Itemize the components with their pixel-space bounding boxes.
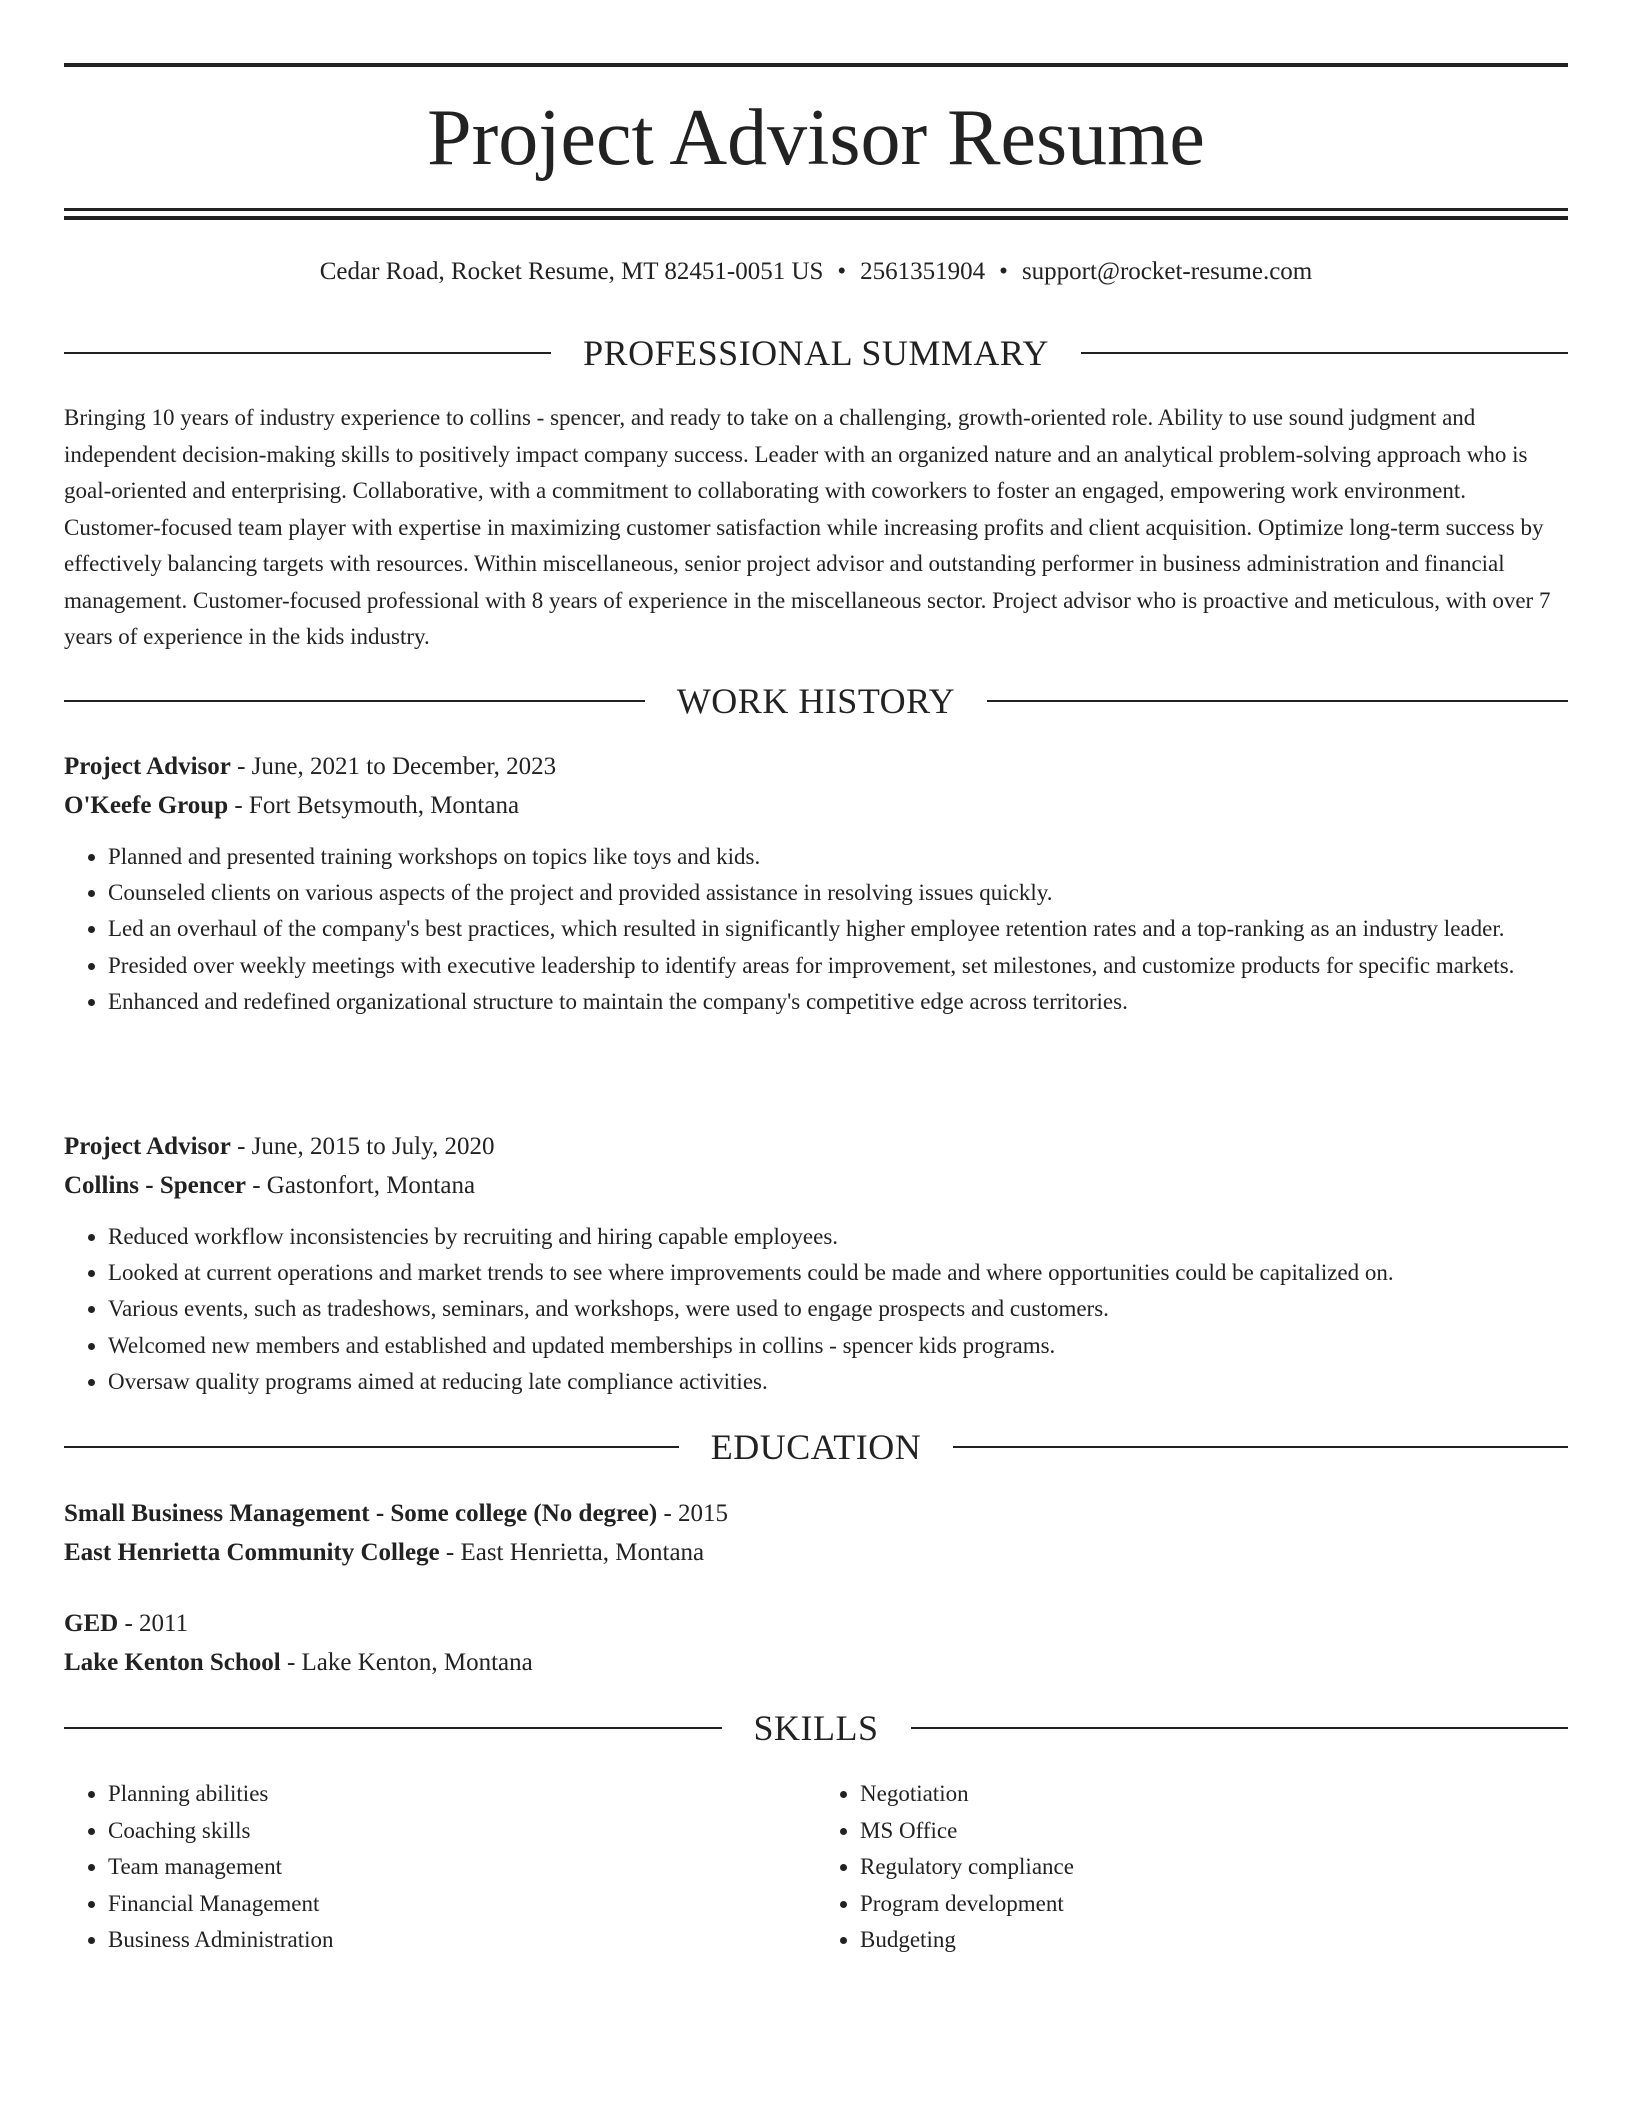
section-heading-education	[64, 1425, 1568, 1469]
section-title: SKILLS	[753, 1708, 879, 1748]
section-title: EDUCATION	[710, 1427, 922, 1467]
list-item: • Looked at current operations and market trends to see where improvements could be made and where opportunities could be capitalized on.	[108, 1255, 1568, 1291]
education-location: - East Henrietta, Montana	[439, 1539, 705, 1566]
section-heading-skills	[64, 1706, 1568, 1750]
top-rule	[64, 63, 1568, 67]
job-title-line	[64, 1127, 1568, 1166]
education-school: Lake Kenton School	[64, 1649, 281, 1676]
job-title: Project Advisor	[64, 1133, 231, 1160]
title-double-rule	[64, 208, 1568, 220]
education-degree-line	[64, 1604, 1568, 1643]
list-item: • Welcomed new members and established and updated memberships in collins - spencer kids programs.	[108, 1328, 1568, 1364]
education-location: - Lake Kenton, Montana	[280, 1649, 533, 1676]
contact-separator: •	[837, 258, 847, 285]
heading-rule	[911, 1727, 1569, 1729]
education-school-line	[64, 1643, 1568, 1682]
education-school: East Henrietta Community College	[64, 1539, 440, 1566]
job-company: O'Keefe Group	[64, 792, 229, 819]
job-dates: - June, 2015 to July, 2020	[230, 1133, 495, 1160]
education-year: - 2011	[118, 1610, 189, 1637]
list-item: • Various events, such as tradeshows, seminars, and workshops, were used to engage prospects and customers.	[108, 1291, 1568, 1327]
heading-rule	[64, 352, 551, 354]
education-degree: GED	[64, 1610, 119, 1637]
job-company-line	[64, 786, 1568, 825]
job-entry	[64, 1127, 1568, 1400]
page-title: Project Advisor Resume	[427, 94, 1205, 182]
job-company-line	[64, 1166, 1568, 1205]
list-item: • Reduced workflow inconsistencies by recruiting and hiring capable employees.	[108, 1219, 1568, 1255]
education-entry	[64, 1604, 1568, 1682]
education-degree: Small Business Management - Some college (No degree)	[64, 1500, 658, 1527]
list-item: • Led an overhaul of the company's best practices, which resulted in significantly higher employee retention rates and a top-ranking as an industry leader.	[108, 911, 1568, 947]
skill-item: • Regulatory compliance	[860, 1849, 1568, 1886]
contact-address: Cedar Road, Rocket Resume, MT 82451-0051 US	[319, 258, 824, 285]
skill-item: • Planning abilities	[108, 1776, 816, 1813]
section-heading-summary	[64, 331, 1568, 375]
contact-separator: •	[999, 258, 1008, 285]
list-item: • Oversaw quality programs aimed at reducing late compliance activities.	[108, 1364, 1568, 1400]
contact-email: support@rocket-resume.com	[1021, 258, 1313, 285]
education-year: - 2015	[657, 1500, 729, 1527]
heading-rule	[64, 1727, 722, 1729]
job-entry	[64, 747, 1568, 1020]
contact-phone: 2561351904	[860, 258, 986, 285]
job-title-line	[64, 747, 1568, 786]
job-location: - Gastonfort, Montana	[245, 1172, 476, 1199]
heading-rule	[953, 1446, 1568, 1448]
heading-rule	[64, 700, 645, 702]
skill-item: • Program development	[860, 1886, 1568, 1923]
job-dates: - June, 2021 to December, 2023	[230, 753, 557, 780]
skills-list	[64, 1776, 1568, 1959]
heading-rule	[1081, 352, 1568, 354]
job-title: Project Advisor	[64, 753, 231, 780]
list-item: • Planned and presented training workshops on topics like toys and kids.	[108, 839, 1568, 875]
education-entry	[64, 1494, 1568, 1572]
skill-item: • Negotiation	[860, 1776, 1568, 1813]
job-bullets	[64, 839, 1568, 1020]
list-item: • Enhanced and redefined organizational structure to maintain the company's competitive edge across territories.	[108, 984, 1568, 1020]
job-location: - Fort Betsymouth, Montana	[228, 792, 520, 819]
contact-line	[64, 252, 1568, 292]
section-title: PROFESSIONAL SUMMARY	[583, 333, 1049, 373]
section-heading-work-history	[64, 679, 1568, 723]
skill-item: • Business Administration	[108, 1922, 816, 1959]
skill-item: • Budgeting	[860, 1922, 1568, 1959]
skill-item: • MS Office	[860, 1813, 1568, 1850]
skill-item: • Financial Management	[108, 1886, 816, 1923]
skills-column-right	[816, 1776, 1568, 1959]
job-bullets	[64, 1219, 1568, 1400]
section-title: WORK HISTORY	[676, 681, 956, 721]
skill-item: • Coaching skills	[108, 1813, 816, 1850]
education-school-line	[64, 1533, 1568, 1572]
skill-item: • Team management	[108, 1849, 816, 1886]
summary-text: Bringing 10 years of industry experience to collins - spencer, and ready to take on a challenging, growth-oriented role. Ability to use sound judgment and independent decision-making skills to positively impact company success. Leader with an organized nature and an analytical problem-solving approach who is goal-oriented and enterprising. Collaborative, with a commitment to collaborating with coworkers to foster an engaged, empowering work environment. Customer-focused team player with expertise in maximizing customer satisfaction while increasing profits and client acquisition. Optimize long-term success by effectively balancing targets with resources. Within miscellaneous, senior project advisor and outstanding performer in business administration and financial management. Customer-focused professional with 8 years of experience in the miscellaneous sector. Project advisor who is proactive and meticulous, with over 7 years of experience in the kids industry.	[64, 405, 1551, 649]
skills-column-left	[64, 1776, 816, 1959]
list-item: • Presided over weekly meetings with executive leadership to identify areas for improvement, set milestones, and customize products for specific markets.	[108, 948, 1568, 984]
heading-rule	[64, 1446, 679, 1448]
job-company: Collins - Spencer	[64, 1172, 246, 1199]
list-item: • Counseled clients on various aspects of the project and provided assistance in resolving issues quickly.	[108, 875, 1568, 911]
heading-rule	[987, 700, 1568, 702]
education-degree-line	[64, 1494, 1568, 1533]
